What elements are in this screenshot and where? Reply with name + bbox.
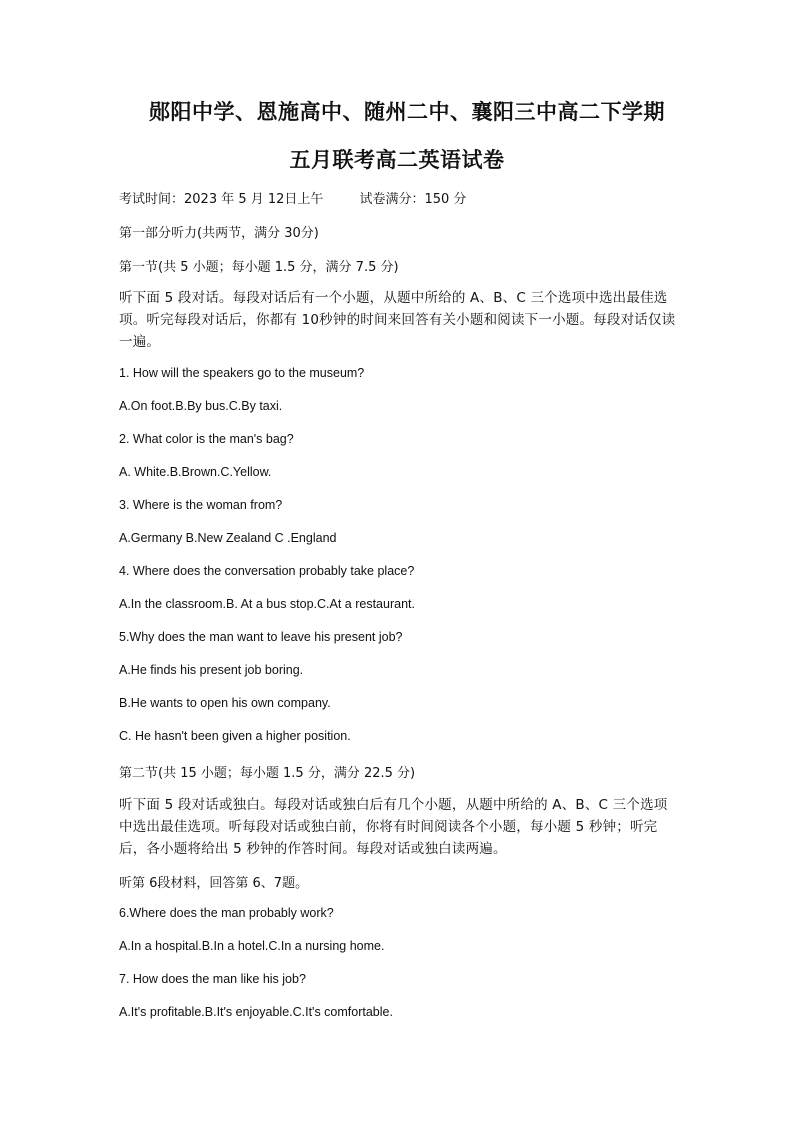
question-2: 2. What color is the man's bag? bbox=[119, 432, 294, 446]
section2-instructions: 听下面 5 段对话或独白。每段对话或独白后有几个小题，从题中所给的 A、B、C 三个选项中选出最佳选项。听每段对话或独白前，你将有时间阅读各个小题，每小题 5 秒钟；听完后，各小题将给出 5 秒钟的作答时间。每段对话或独白读两遍。 bbox=[119, 797, 668, 857]
exam-time: 考试时间：2023 年 5 月 12日上午 bbox=[119, 192, 324, 207]
question-7: 7. How does the man like his job? bbox=[119, 972, 306, 986]
question-6: 6.Where does the man probably work? bbox=[119, 906, 334, 920]
question-1: 1. How will the speakers go to the museum? bbox=[119, 366, 365, 380]
question-1-options: A.On foot.B.By bus.C.By taxi. bbox=[119, 399, 283, 413]
part1-heading: 第一部分听力(共两节，满分 30分) bbox=[119, 226, 319, 241]
question-5-option-c: C. He hasn't been given a higher position. bbox=[119, 729, 351, 743]
question-3: 3. Where is the woman from? bbox=[119, 498, 283, 512]
question-5-option-b: B.He wants to open his own company. bbox=[119, 696, 331, 710]
exam-title-line1: 郧阳中学、恩施高中、随州二中、襄阳三中高二下学期 bbox=[149, 99, 665, 124]
material-6-heading: 听第 6段材料，回答第 6、7题。 bbox=[119, 876, 309, 891]
exam-info bbox=[119, 188, 466, 207]
question-4: 4. Where does the conversation probably take place? bbox=[119, 564, 415, 578]
question-2-options: A. White.B.Brown.C.Yellow. bbox=[119, 465, 272, 479]
exam-total-score: 试卷满分：150 分 bbox=[359, 192, 467, 207]
section2-heading: 第二节(共 15 小题；每小题 1.5 分，满分 22.5 分) bbox=[119, 766, 416, 781]
question-5-option-a: A.He finds his present job boring. bbox=[119, 663, 304, 677]
exam-title-line2: 五月联考高二英语试卷 bbox=[289, 147, 505, 172]
question-3-options: A.Germany B.New Zealand C .England bbox=[119, 531, 337, 545]
question-7-options: A.It's profitable.B.It's enjoyable.C.It's comfortable. bbox=[119, 1005, 393, 1019]
section1-heading: 第一节(共 5 小题；每小题 1.5 分，满分 7.5 分) bbox=[119, 260, 399, 275]
section1-instructions: 听下面 5 段对话。每段对话后有一个小题，从题中所给的 A、B、C 三个选项中选出最佳选项。听完每段对话后，你都有 10秒钟的时间来回答有关小题和阅读下一小题。每段对话仅读一遍。 bbox=[119, 290, 676, 350]
question-6-options: A.In a hospital.B.In a hotel.C.In a nursing home. bbox=[119, 939, 385, 953]
question-4-options: A.In the classroom.B. At a bus stop.C.At a restaurant. bbox=[119, 597, 415, 611]
question-5: 5.Why does the man want to leave his present job? bbox=[119, 630, 403, 644]
